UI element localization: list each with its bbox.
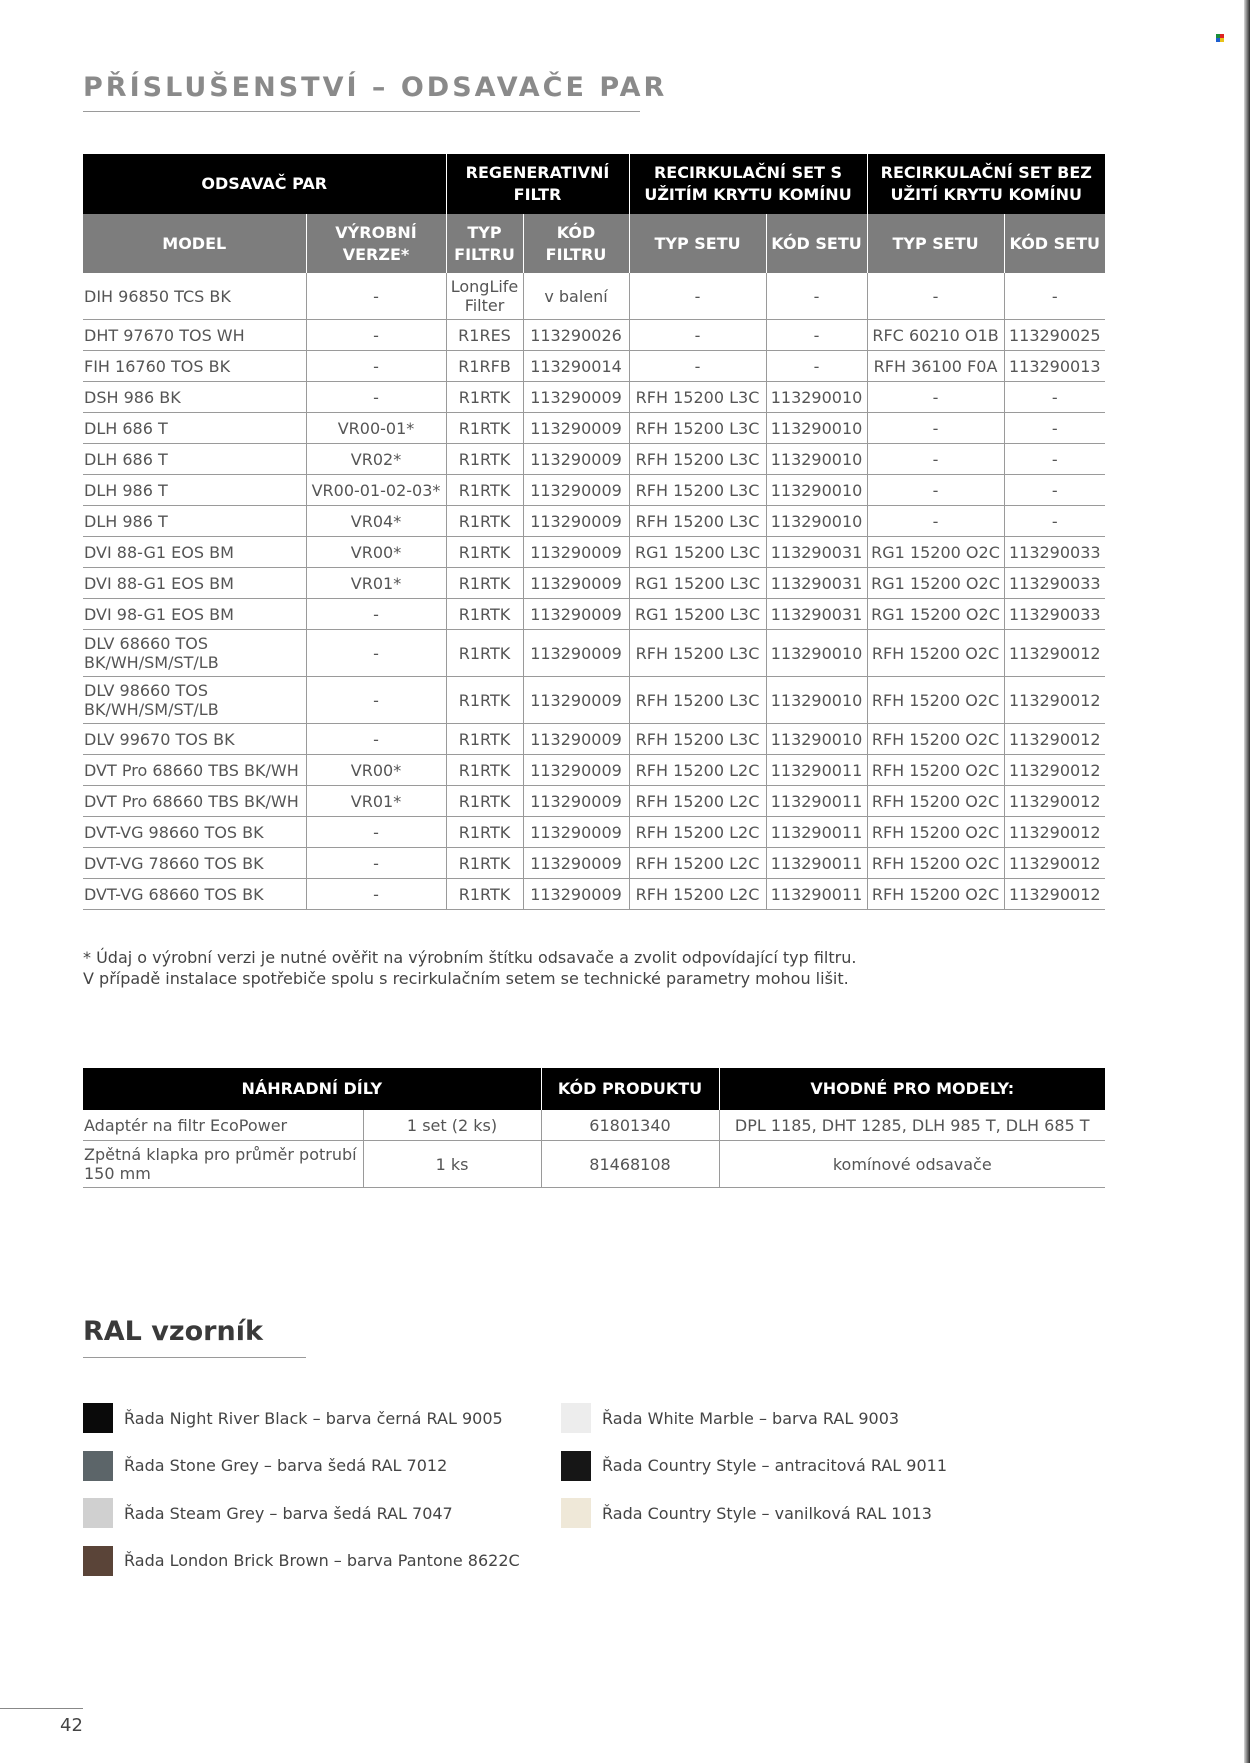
table-row — [83, 599, 1105, 630]
cell-set-type-2: RFC 60210 O1B — [867, 320, 1004, 351]
color-swatch — [83, 1546, 113, 1576]
table-row — [83, 444, 1105, 475]
cell-model: DLV 98660 TOS BK/WH/SM/ST/LB — [83, 677, 306, 724]
cell-set-code: 113290010 — [766, 475, 867, 506]
table-row — [83, 568, 1105, 599]
cell-set-type: RFH 15200 L2C — [629, 848, 766, 879]
cell-filter-code: 113290009 — [523, 382, 629, 413]
cell-model: DLH 986 T — [83, 506, 306, 537]
table-row — [83, 475, 1105, 506]
cell-version: - — [306, 724, 446, 755]
cell-version: VR01* — [306, 786, 446, 817]
cell-version: VR04* — [306, 506, 446, 537]
cell-set-type-2: - — [867, 444, 1004, 475]
column-header-set-type-2: TYP SETU — [867, 214, 1004, 273]
column-header-set-type: TYP SETU — [629, 214, 766, 273]
cell-set-type: - — [629, 320, 766, 351]
cell-part-name: Adaptér na filtr EcoPower — [83, 1110, 363, 1141]
cell-set-code: 113290010 — [766, 724, 867, 755]
cell-filter-type: R1RTK — [446, 413, 523, 444]
cell-model: DVT Pro 68660 TBS BK/WH — [83, 786, 306, 817]
cell-model: DVI 88-G1 EOS BM — [83, 537, 306, 568]
cell-set-type-2: RFH 15200 O2C — [867, 724, 1004, 755]
ral-swatch-item — [561, 1403, 899, 1433]
cell-set-type: RFH 15200 L2C — [629, 879, 766, 910]
cell-version: VR00* — [306, 755, 446, 786]
cell-set-code: 113290031 — [766, 537, 867, 568]
cell-product-code: 61801340 — [541, 1110, 719, 1141]
cell-filter-type: R1RES — [446, 320, 523, 351]
cell-set-type-2: RFH 15200 O2C — [867, 786, 1004, 817]
cell-model: DLV 99670 TOS BK — [83, 724, 306, 755]
table-row — [83, 351, 1105, 382]
cell-filter-type: R1RTK — [446, 537, 523, 568]
cell-filter-type: R1RTK — [446, 444, 523, 475]
footnote — [83, 947, 856, 989]
cell-filter-code: 113290009 — [523, 677, 629, 724]
page-title: PŘÍSLUŠENSTVÍ – ODSAVAČE PAR — [83, 72, 668, 103]
cell-set-code: 113290010 — [766, 506, 867, 537]
swatch-label: Řada Steam Grey – barva šedá RAL 7047 — [124, 1503, 453, 1523]
parts-header-product-code: KÓD PRODUKTU — [541, 1068, 719, 1110]
cell-filter-code: 113290009 — [523, 786, 629, 817]
cell-model: DVI 88-G1 EOS BM — [83, 568, 306, 599]
table-row — [83, 817, 1105, 848]
cell-set-code-2: 113290012 — [1004, 724, 1105, 755]
cell-version: VR00-01-02-03* — [306, 475, 446, 506]
cell-set-type: RFH 15200 L2C — [629, 817, 766, 848]
cell-set-code: 113290031 — [766, 568, 867, 599]
swatch-label: Řada White Marble – barva RAL 9003 — [602, 1408, 900, 1428]
ral-swatch-item — [561, 1498, 932, 1528]
table-row — [83, 1141, 1105, 1188]
cell-filter-type: R1RTK — [446, 599, 523, 630]
cell-set-code: - — [766, 273, 867, 320]
cell-set-code: 113290010 — [766, 413, 867, 444]
cell-filter-code: 113290009 — [523, 475, 629, 506]
cell-set-type-2: - — [867, 382, 1004, 413]
ral-swatch-item — [83, 1546, 520, 1576]
cell-model: DLH 686 T — [83, 413, 306, 444]
color-swatch — [83, 1498, 113, 1528]
color-swatch — [561, 1403, 591, 1433]
cell-filter-type: R1RTK — [446, 475, 523, 506]
cell-filter-code: 113290026 — [523, 320, 629, 351]
column-header-model: MODEL — [83, 214, 306, 273]
table-row — [83, 1110, 1105, 1141]
cell-set-code-2: 113290033 — [1004, 537, 1105, 568]
footnote-line-1: * Údaj o výrobní verzi je nutné ověřit na výrobním štítku odsavače a zvolit odpovídající typ filtru. — [83, 948, 857, 967]
cell-set-type-2: - — [867, 413, 1004, 444]
column-header-set-code-2: KÓD SETU — [1004, 214, 1105, 273]
table-row — [83, 537, 1105, 568]
cell-model: DVI 98-G1 EOS BM — [83, 599, 306, 630]
title-underline — [83, 111, 640, 112]
parts-header-suitable-models: VHODNÉ PRO MODELY: — [719, 1068, 1105, 1110]
cell-filter-code: 113290009 — [523, 444, 629, 475]
cell-set-code: 113290010 — [766, 630, 867, 677]
cell-filter-code: 113290009 — [523, 413, 629, 444]
table-row — [83, 273, 1105, 320]
cell-set-code: 113290010 — [766, 382, 867, 413]
cell-set-code-2: 113290012 — [1004, 755, 1105, 786]
group-header-hood: ODSAVAČ PAR — [83, 154, 446, 214]
footnote-line-2: V případě instalace spotřebiče spolu s recirkulačním setem se technické parametry mohou lišit. — [83, 969, 849, 988]
cell-filter-type: R1RTK — [446, 382, 523, 413]
cell-set-code: 113290011 — [766, 879, 867, 910]
cell-filter-code: v balení — [523, 273, 629, 320]
cell-suitable-models: DPL 1185, DHT 1285, DLH 985 T, DLH 685 T — [719, 1110, 1105, 1141]
cell-version: - — [306, 848, 446, 879]
cell-version: VR01* — [306, 568, 446, 599]
cell-model: DLH 686 T — [83, 444, 306, 475]
cell-set-type-2: RFH 15200 O2C — [867, 817, 1004, 848]
cell-version: - — [306, 817, 446, 848]
table-row — [83, 677, 1105, 724]
table-row — [83, 413, 1105, 444]
cell-filter-code: 113290009 — [523, 506, 629, 537]
spare-parts-table — [83, 1068, 1105, 1188]
spare-parts-table-body — [83, 1110, 1105, 1188]
cell-set-code-2: - — [1004, 475, 1105, 506]
parts-header-spare-parts: NÁHRADNÍ DÍLY — [83, 1068, 541, 1110]
cell-set-type: - — [629, 351, 766, 382]
table-row — [83, 382, 1105, 413]
table-row — [83, 630, 1105, 677]
table-row — [83, 786, 1105, 817]
cell-set-code: - — [766, 351, 867, 382]
swatch-label: Řada Country Style – antracitová RAL 9011 — [602, 1456, 948, 1475]
ral-title-underline — [83, 1357, 306, 1358]
cell-filter-type: R1RTK — [446, 817, 523, 848]
group-header-filter: REGENERATIVNÍ FILTR — [446, 154, 629, 214]
cell-set-type: RFH 15200 L2C — [629, 755, 766, 786]
swatch-label: Řada Night River Black – barva černá RAL 9005 — [124, 1408, 503, 1428]
cell-set-code-2: 113290033 — [1004, 568, 1105, 599]
cell-version: - — [306, 351, 446, 382]
cell-part-name: Zpětná klapka pro průměr potrubí 150 mm — [83, 1141, 363, 1188]
table-row — [83, 755, 1105, 786]
cell-set-type: - — [629, 273, 766, 320]
color-swatch — [83, 1403, 113, 1433]
cell-set-type-2: RFH 15200 O2C — [867, 848, 1004, 879]
cell-version: - — [306, 879, 446, 910]
cell-set-code-2: 113290012 — [1004, 677, 1105, 724]
cell-filter-type: LongLife Filter — [446, 273, 523, 320]
cell-set-type: RFH 15200 L3C — [629, 630, 766, 677]
cell-set-code-2: 113290012 — [1004, 630, 1105, 677]
cell-version: - — [306, 677, 446, 724]
accessories-table-body — [83, 273, 1105, 910]
cell-set-type-2: RFH 15200 O2C — [867, 755, 1004, 786]
cell-filter-code: 113290009 — [523, 599, 629, 630]
cell-set-type: RFH 15200 L3C — [629, 677, 766, 724]
cell-model: DSH 986 BK — [83, 382, 306, 413]
cell-set-type: RFH 15200 L3C — [629, 506, 766, 537]
cell-filter-type: R1RTK — [446, 630, 523, 677]
cell-product-code: 81468108 — [541, 1141, 719, 1188]
cell-set-type: RFH 15200 L3C — [629, 724, 766, 755]
cell-set-code: - — [766, 320, 867, 351]
cell-model: DVT Pro 68660 TBS BK/WH — [83, 755, 306, 786]
cell-set-code-2: 113290012 — [1004, 848, 1105, 879]
cell-filter-code: 113290009 — [523, 848, 629, 879]
cell-set-code: 113290010 — [766, 444, 867, 475]
cell-set-type: RFH 15200 L2C — [629, 786, 766, 817]
cell-set-type-2: - — [867, 273, 1004, 320]
cell-set-code-2: 113290012 — [1004, 879, 1105, 910]
cell-filter-type: R1RTK — [446, 677, 523, 724]
cell-set-type-2: RG1 15200 O2C — [867, 568, 1004, 599]
cell-filter-type: R1RTK — [446, 786, 523, 817]
table-row — [83, 879, 1105, 910]
accessories-table — [83, 154, 1105, 910]
cell-set-code-2: - — [1004, 506, 1105, 537]
ral-swatch-item — [83, 1451, 447, 1481]
cell-version: VR02* — [306, 444, 446, 475]
table-row — [83, 506, 1105, 537]
column-header-filter-type: TYP FILTRU — [446, 214, 523, 273]
cell-set-code: 113290031 — [766, 599, 867, 630]
cell-filter-type: R1RTK — [446, 879, 523, 910]
cell-quantity: 1 ks — [363, 1141, 541, 1188]
cell-set-type-2: - — [867, 475, 1004, 506]
cell-model: DVT-VG 68660 TOS BK — [83, 879, 306, 910]
column-header-set-code: KÓD SETU — [766, 214, 867, 273]
cell-version: - — [306, 599, 446, 630]
cell-set-type-2: RFH 15200 O2C — [867, 630, 1004, 677]
cell-set-code-2: 113290025 — [1004, 320, 1105, 351]
cell-filter-type: R1RFB — [446, 351, 523, 382]
page-edge-bar — [1244, 0, 1250, 1763]
cell-version: VR00-01* — [306, 413, 446, 444]
cell-filter-type: R1RTK — [446, 568, 523, 599]
swatch-label: Řada London Brick Brown – barva Pantone 8622C — [124, 1551, 520, 1570]
ral-swatch-item — [83, 1403, 503, 1433]
cell-filter-code: 113290009 — [523, 755, 629, 786]
cell-model: FIH 16760 TOS BK — [83, 351, 306, 382]
cell-version: - — [306, 320, 446, 351]
cell-set-type-2: RFH 15200 O2C — [867, 879, 1004, 910]
cell-set-code-2: - — [1004, 273, 1105, 320]
cell-version: VR00* — [306, 537, 446, 568]
cell-filter-code: 113290009 — [523, 630, 629, 677]
cell-set-type: RFH 15200 L3C — [629, 475, 766, 506]
cell-model: DLH 986 T — [83, 475, 306, 506]
cell-set-type: RG1 15200 L3C — [629, 568, 766, 599]
color-swatch — [561, 1451, 591, 1481]
cell-set-type-2: RG1 15200 O2C — [867, 537, 1004, 568]
cell-set-type-2: - — [867, 506, 1004, 537]
cell-filter-code: 113290009 — [523, 568, 629, 599]
cell-set-code-2: 113290012 — [1004, 817, 1105, 848]
corner-color-mark — [1216, 34, 1224, 42]
cell-set-type-2: RFH 36100 F0A — [867, 351, 1004, 382]
column-header-version: VÝROBNÍ VERZE* — [306, 214, 446, 273]
page-number-rule — [0, 1708, 83, 1709]
table-row — [83, 724, 1105, 755]
cell-set-type: RG1 15200 L3C — [629, 537, 766, 568]
cell-set-code-2: 113290013 — [1004, 351, 1105, 382]
ral-swatch-item — [561, 1451, 947, 1481]
color-swatch — [83, 1451, 113, 1481]
cell-suitable-models: komínové odsavače — [719, 1141, 1105, 1188]
cell-set-code-2: 113290012 — [1004, 786, 1105, 817]
cell-set-type-2: RG1 15200 O2C — [867, 599, 1004, 630]
cell-filter-code: 113290009 — [523, 537, 629, 568]
cell-filter-type: R1RTK — [446, 724, 523, 755]
cell-quantity: 1 set (2 ks) — [363, 1110, 541, 1141]
cell-model: DVT-VG 98660 TOS BK — [83, 817, 306, 848]
table-row — [83, 320, 1105, 351]
cell-filter-code: 113290009 — [523, 724, 629, 755]
cell-set-type: RFH 15200 L3C — [629, 382, 766, 413]
swatch-label: Řada Country Style – vanilková RAL 1013 — [602, 1503, 932, 1523]
cell-filter-code: 113290014 — [523, 351, 629, 382]
cell-set-code-2: 113290033 — [1004, 599, 1105, 630]
cell-version: - — [306, 382, 446, 413]
cell-filter-type: R1RTK — [446, 848, 523, 879]
cell-set-code-2: - — [1004, 444, 1105, 475]
cell-set-code-2: - — [1004, 382, 1105, 413]
cell-filter-type: R1RTK — [446, 506, 523, 537]
page-number: 42 — [60, 1715, 83, 1736]
cell-model: DIH 96850 TCS BK — [83, 273, 306, 320]
group-header-set-with-cover: RECIRKULAČNÍ SET S UŽITÍM KRYTU KOMÍNU — [629, 154, 867, 214]
cell-set-type: RFH 15200 L3C — [629, 444, 766, 475]
cell-version: - — [306, 630, 446, 677]
cell-set-code: 113290011 — [766, 786, 867, 817]
cell-filter-code: 113290009 — [523, 879, 629, 910]
ral-title: RAL vzorník — [83, 1316, 263, 1347]
cell-model: DLV 68660 TOS BK/WH/SM/ST/LB — [83, 630, 306, 677]
cell-model: DHT 97670 TOS WH — [83, 320, 306, 351]
cell-set-type: RFH 15200 L3C — [629, 413, 766, 444]
cell-set-code: 113290011 — [766, 817, 867, 848]
cell-filter-code: 113290009 — [523, 817, 629, 848]
cell-set-code-2: - — [1004, 413, 1105, 444]
ral-swatch-item — [83, 1498, 453, 1528]
cell-set-code: 113290010 — [766, 677, 867, 724]
cell-set-type: RG1 15200 L3C — [629, 599, 766, 630]
cell-version: - — [306, 273, 446, 320]
cell-set-code: 113290011 — [766, 848, 867, 879]
cell-set-type-2: RFH 15200 O2C — [867, 677, 1004, 724]
color-swatch — [561, 1498, 591, 1528]
cell-filter-type: R1RTK — [446, 755, 523, 786]
table-row — [83, 848, 1105, 879]
column-header-filter-code: KÓD FILTRU — [523, 214, 629, 273]
cell-set-code: 113290011 — [766, 755, 867, 786]
swatch-label: Řada Stone Grey – barva šedá RAL 7012 — [124, 1456, 448, 1475]
group-header-set-without-cover: RECIRKULAČNÍ SET BEZ UŽITÍ KRYTU KOMÍNU — [867, 154, 1105, 214]
cell-model: DVT-VG 78660 TOS BK — [83, 848, 306, 879]
